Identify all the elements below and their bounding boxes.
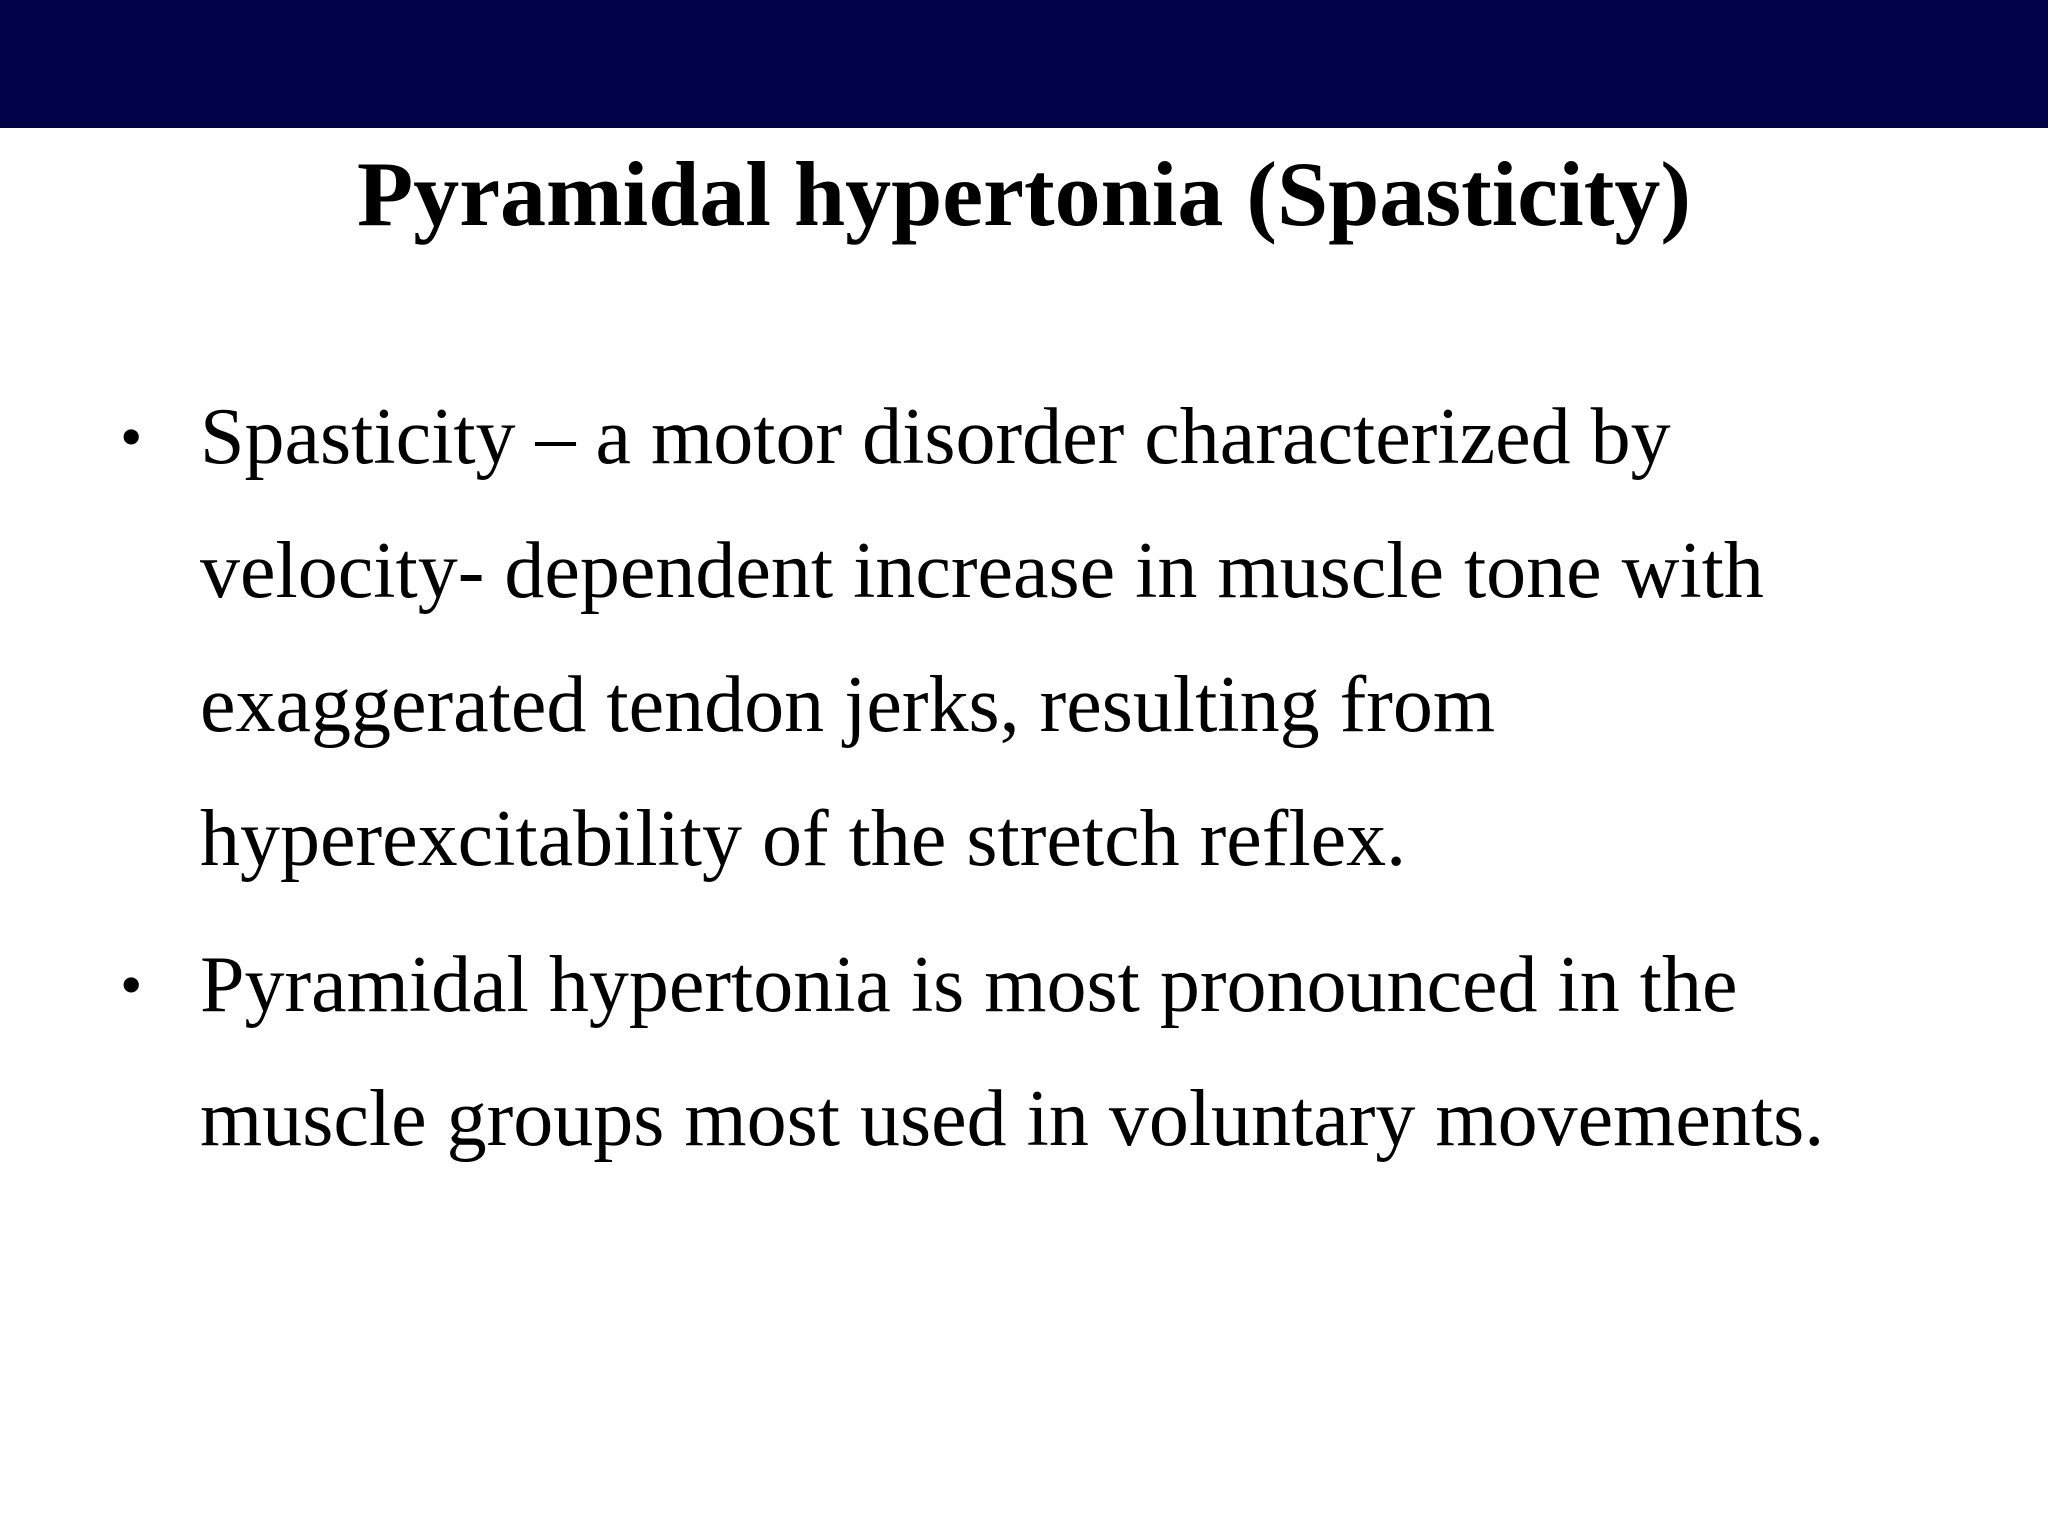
bullet-list [120,370,1920,1198]
header-band [0,0,2048,128]
bullet-item [120,370,1920,906]
bullet-text: Pyramidal hypertonia is most pronounced in the muscle groups most used in voluntary movements. [200,941,1825,1163]
bullet-text: Spasticity – a motor disorder characterized by velocity- dependent increase in muscle tone with exaggerated tendon jerks, resulting from hyperexcitability of the stretch reflex. [200,393,1764,883]
slide-title: Pyramidal hypertonia (Spasticity) [357,143,1691,245]
bullet-marker: • [120,949,143,1020]
bullet-item [120,918,1920,1186]
bullet-marker: • [120,401,143,472]
